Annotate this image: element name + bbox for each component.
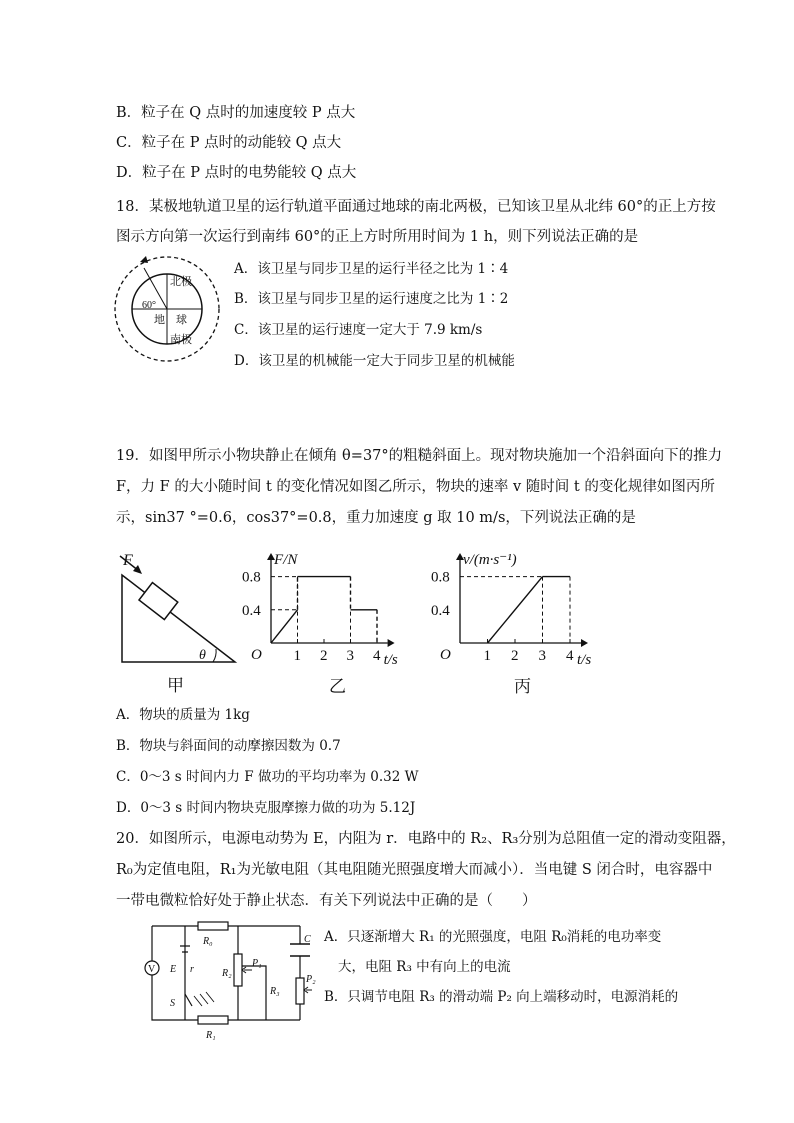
label-p1: P₁ — [252, 958, 262, 969]
resistor-r0 — [198, 922, 228, 930]
figure-yi-caption: 乙 — [329, 677, 346, 697]
switch-s — [185, 994, 192, 1006]
q18-option-a: A．该卫星与同步卫星的运行半径之比为 1∶4 — [234, 261, 509, 277]
angle-theta-label: θ — [199, 648, 206, 663]
resistor-r1 — [198, 1016, 228, 1024]
slider-p2-arrow — [304, 987, 312, 993]
y-tick-label: 0.4 — [431, 602, 450, 619]
x-tick-label: 1 — [483, 648, 491, 664]
orbit-direction-arrow — [140, 256, 148, 263]
x-axis-label: t/s — [383, 652, 398, 668]
x-axis-label: t/s — [577, 652, 592, 668]
x-tick-label: 1 — [293, 648, 301, 664]
x-axis-arrow — [581, 639, 588, 647]
angle-label: 60° — [142, 300, 156, 311]
q19-stem-line3: 示，sin37 °=0.6，cos37°=0.8，重力加速度 g 取 10 m/s，下列说法正确的是 — [116, 510, 636, 526]
y-tick-label: 0.4 — [242, 602, 261, 619]
earth-label: 地 球 — [154, 314, 187, 326]
q20-option-a-line2: 大，电阻 R₃ 中有向上的电流 — [338, 959, 511, 975]
x-tick-label: 3 — [346, 648, 354, 664]
q19-option-d: D．0～3 s 时间内物块克服摩擦力做的功为 5.12J — [116, 800, 416, 816]
voltmeter-label: V — [148, 964, 156, 975]
q20-stem-line3: 一带电微粒恰好处于静止状态．有关下列说法中正确的是（ ） — [116, 893, 537, 909]
series-segment — [488, 577, 543, 643]
origin-label: O — [251, 647, 262, 663]
incline-figure — [115, 545, 245, 690]
label-r1: R₁ — [206, 1030, 216, 1041]
q18-orbit-figure — [110, 250, 230, 368]
label-s: S — [170, 998, 175, 1009]
q19-option-a: A．物块的质量为 1kg — [116, 707, 250, 723]
origin-label: O — [440, 647, 451, 663]
q20-stem-line2: R₀为定值电阻，R₁为光敏电阻（其电阻随光照强度增大而减小）．当电键 S 闭合时，电容器中 — [116, 862, 713, 878]
incline-triangle — [122, 575, 235, 662]
force-label: F — [123, 552, 133, 569]
resistor-r2 — [234, 954, 242, 986]
q17-option-b: B．粒子在 Q 点时的加速度较 P 点大 — [116, 105, 356, 121]
south-pole-label: 南极 — [170, 334, 192, 346]
q18-stem-line2: 图示方向第一次运行到南纬 60°的正上方时所用时间为 1 h，则下列说法正确的是 — [116, 229, 639, 245]
label-p2: P₂ — [306, 974, 316, 985]
velocity-time-chart — [432, 540, 612, 680]
y-axis-label: F/N — [274, 552, 298, 568]
q17-option-d: D．粒子在 P 点时的电势能较 Q 点大 — [116, 165, 357, 181]
series-segment — [271, 610, 298, 643]
label-r0: R₀ — [203, 936, 213, 947]
q18-option-d: D．该卫星的机械能一定大于同步卫星的机械能 — [234, 353, 515, 369]
x-tick-label: 4 — [566, 648, 574, 664]
slider-p1-arrow — [242, 967, 252, 973]
label-e: E — [170, 964, 177, 975]
y-tick-label: 0.8 — [431, 569, 450, 586]
q19-stem-line2: F，力 F 的大小随时间 t 的变化情况如图乙所示，物块的速率 v 随时间 t 的变化规律如图丙所 — [116, 479, 715, 495]
label-r: r — [190, 964, 194, 975]
q18-option-b: B．该卫星与同步卫星的运行速度之比为 1∶2 — [234, 291, 509, 307]
figure-jia-caption: 甲 — [167, 676, 184, 696]
x-tick-label: 3 — [538, 648, 546, 664]
q18-option-c: C．该卫星的运行速度一定大于 7.9 km/s — [234, 322, 483, 338]
q20-stem-line1: 20．如图所示，电源电动势为 E，内阻为 r．电路中的 R₂、R₃分别为总阻值一定的滑动变阻器， — [116, 831, 736, 847]
circuit-diagram — [140, 920, 320, 1040]
q19-option-b: B．物块与斜面间的动摩擦因数为 0.7 — [116, 738, 341, 754]
q19-option-c: C．0～3 s 时间内力 F 做功的平均功率为 0.32 W — [116, 769, 419, 785]
q20-option-b-line1: B．只调节电阻 R₃ 的滑动端 P₂ 向上端移动时，电源消耗的 — [324, 989, 679, 1005]
y-axis-label: v/(m·s⁻¹) — [463, 552, 517, 568]
q18-stem-line1: 18．某极地轨道卫星的运行轨道平面通过地球的南北两极，已知该卫星从北纬 60°的正上方按 — [116, 199, 716, 215]
north-pole-label: 北极 — [170, 276, 192, 288]
q17-option-c: C．粒子在 P 点时的动能较 Q 点大 — [116, 135, 342, 151]
label-r2: R₂ — [222, 968, 232, 979]
x-axis-arrow — [388, 639, 395, 647]
q19-stem-line1: 19．如图甲所示小物块静止在倾角 θ=37°的粗糙斜面上。现对物块施加一个沿斜面向下的推力 — [116, 448, 723, 464]
force-time-chart — [242, 540, 416, 680]
label-c: C — [304, 934, 311, 945]
figure-bing-caption: 丙 — [514, 677, 531, 697]
resistor-r3 — [296, 978, 304, 1004]
x-tick-label: 2 — [320, 648, 328, 664]
x-tick-label: 2 — [511, 648, 519, 664]
angle-arc — [213, 649, 216, 662]
label-r3: R₃ — [270, 986, 280, 997]
q20-option-a-line1: A．只逐渐增大 R₁ 的光照强度，电阻 R₀消耗的电功率变 — [324, 929, 662, 945]
x-tick-label: 4 — [373, 648, 381, 664]
y-tick-label: 0.8 — [242, 569, 261, 586]
